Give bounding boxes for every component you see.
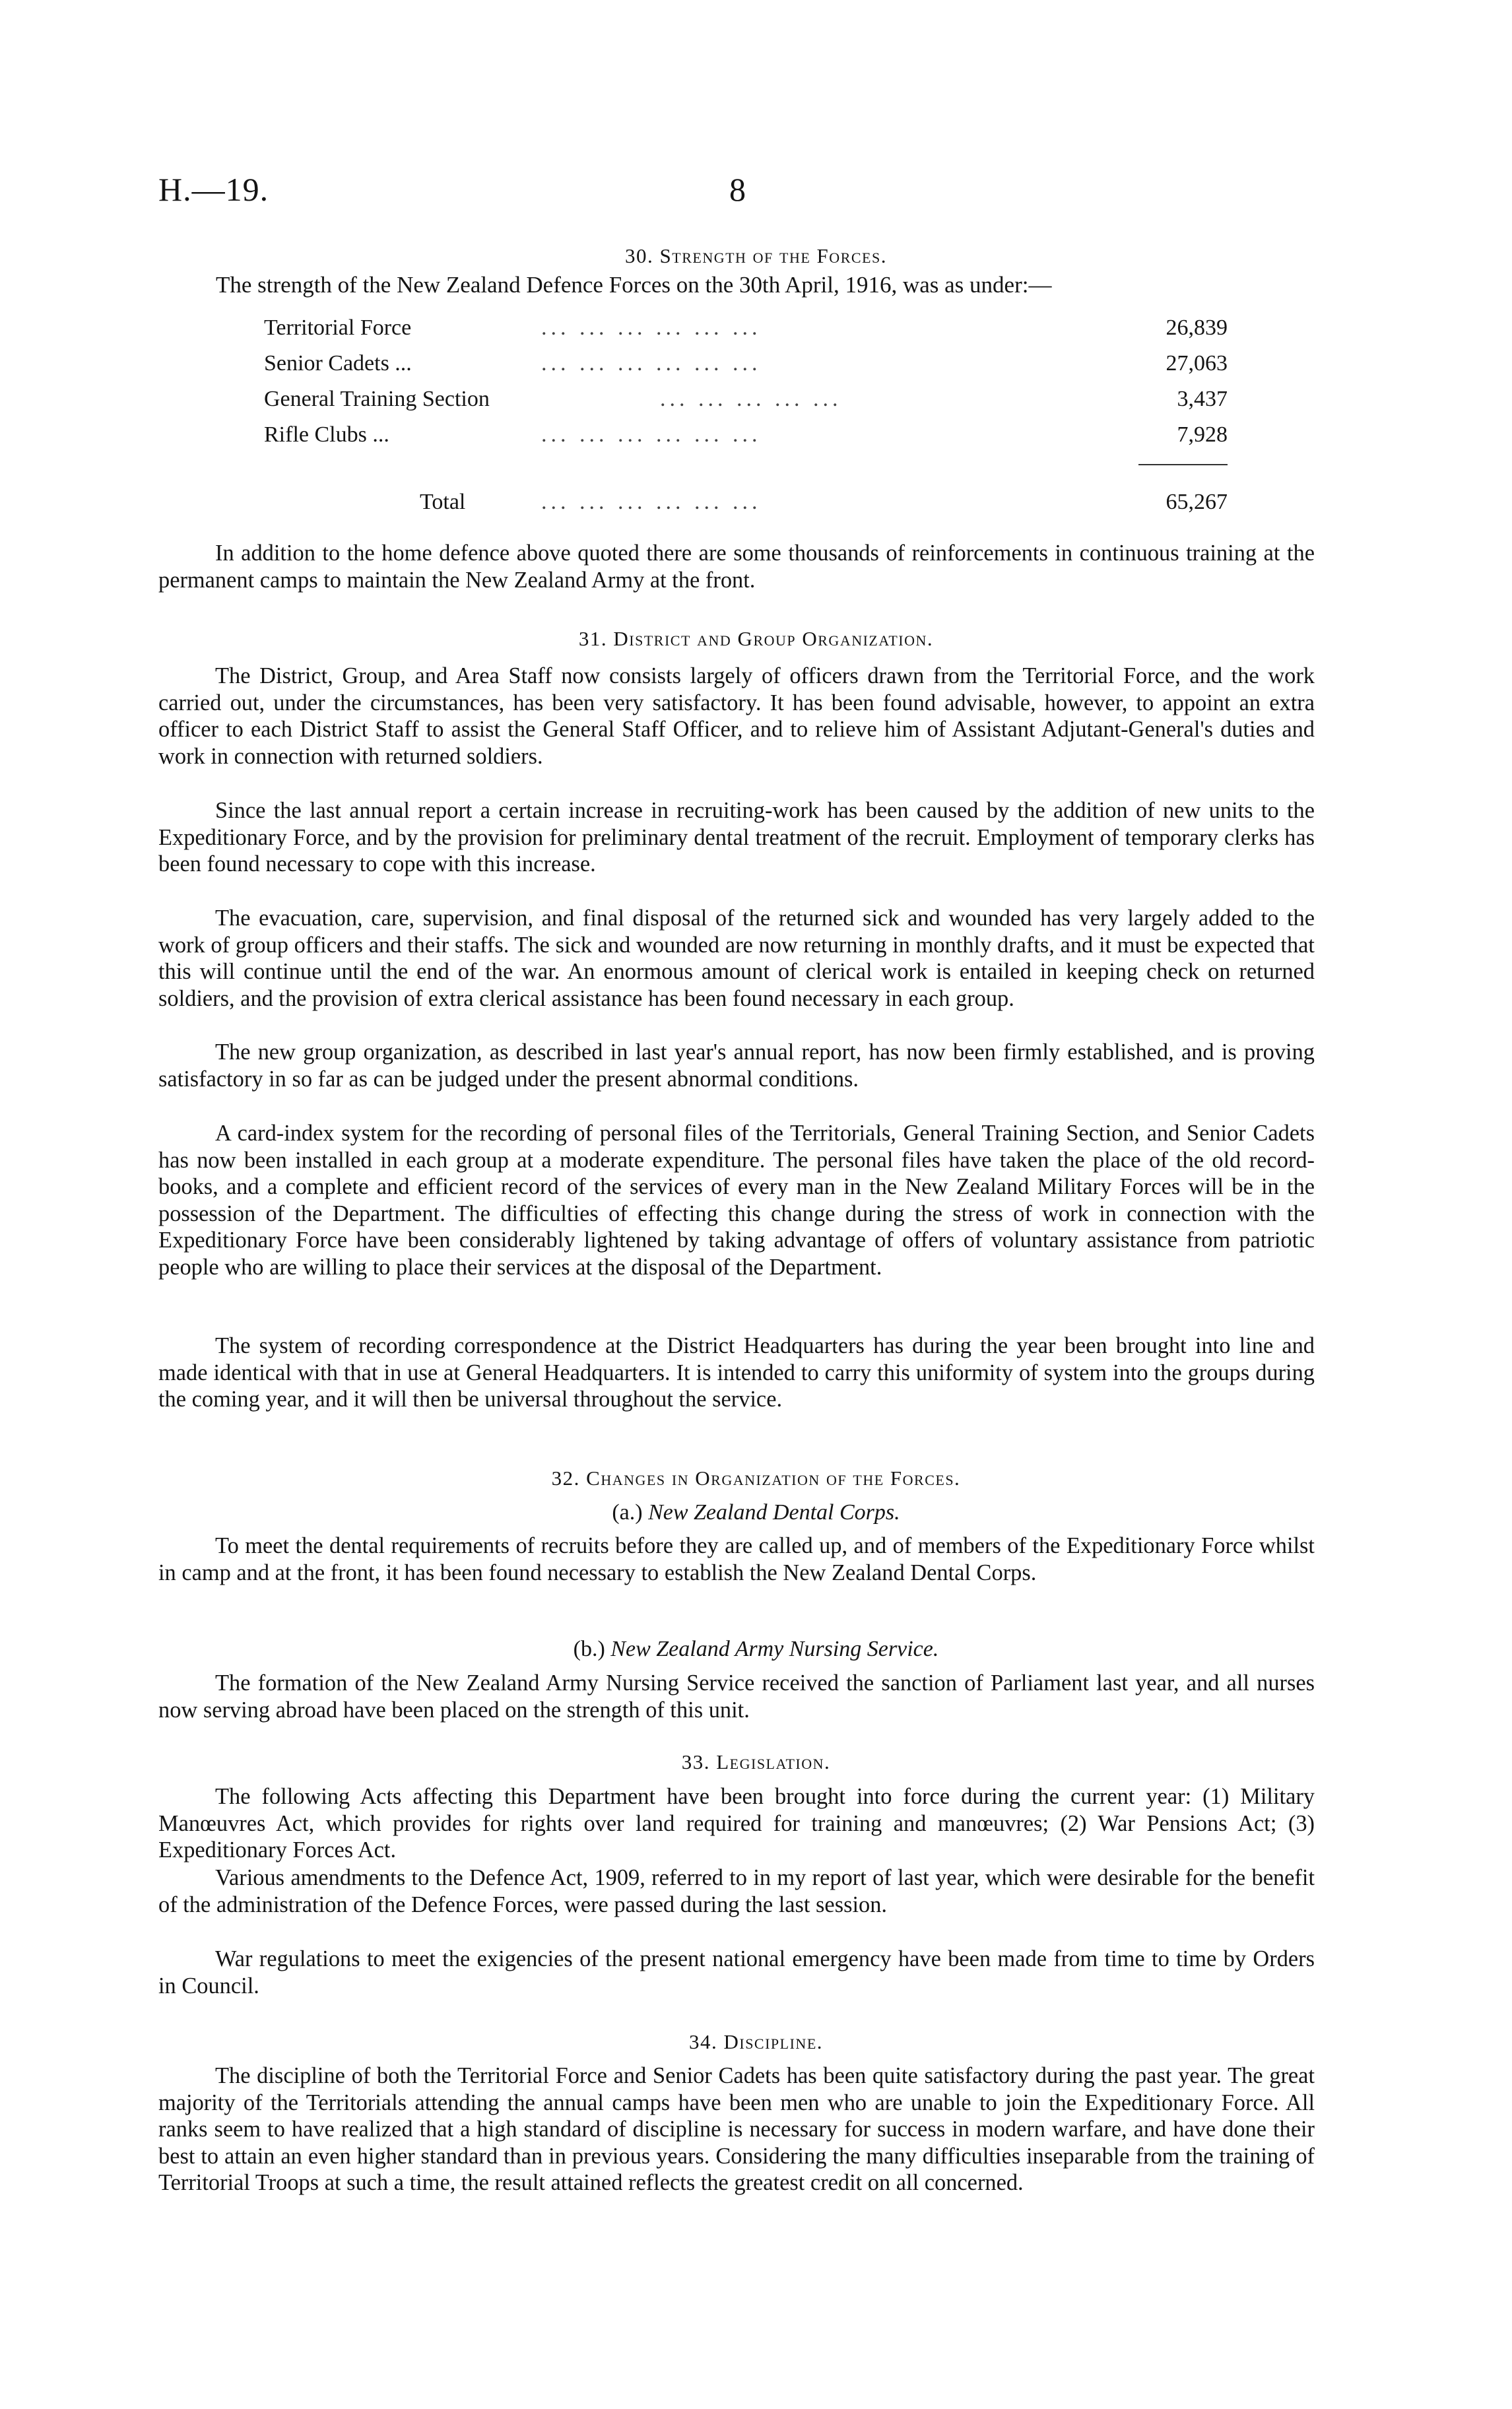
section-30-heading: 30. Strength of the Forces. <box>625 244 887 267</box>
row-label: General Training Section <box>264 387 490 411</box>
subsection-b-heading <box>0 1637 1512 1662</box>
paragraph: The formation of the New Zealand Army Nursing Service received the sanction of Parliament last year, and all nurses now serving abroad have been placed on the strength of this unit. <box>158 1670 1315 1723</box>
row-value: 7,928 <box>1177 422 1228 447</box>
paragraph: The new group organization, as described in last year's annual report, has now been firmly established, and is proving satisfactory in so far as can be judged under the present abnormal conditions. <box>158 1040 1315 1092</box>
section-32-heading: 32. Changes in Organization of the Forces. <box>551 1467 961 1490</box>
row-label: Rifle Clubs ... <box>264 422 389 447</box>
table-row <box>264 351 1228 384</box>
paragraph: The evacuation, care, supervision, and final disposal of the returned sick and wounded has very largely added to the work of group officers and their staffs. The sick and wounded are now returning in monthly drafts, and it must be expected that this will continue until the end of the war. An enormous amount of clerical work is entailed in keeping check on returned soldiers, and the provision of extra clerical assistance has been found necessary in each group. <box>158 906 1315 1011</box>
table-row <box>264 422 1228 455</box>
subsection-a-title: New Zealand Dental Corps. <box>648 1500 900 1525</box>
subsection-b-prefix: (b.) <box>573 1637 605 1661</box>
row-label: Territorial Force <box>264 315 412 340</box>
table-row <box>264 315 1228 348</box>
table-row <box>264 387 1228 420</box>
subsection-a-prefix: (a.) <box>612 1500 643 1525</box>
total-label: Total <box>420 490 466 514</box>
row-label: Senior Cadets ... <box>264 351 412 376</box>
paragraph: The system of recording correspondence at the District Headquarters has during the year been brought into line and made identical with that in use at General Headquarters. It is intended to carry this uniformity of system into the groups during the coming year, and it will then be universal throughout the service. <box>158 1333 1315 1412</box>
section-31-heading: 31. District and Group Organization. <box>578 627 934 650</box>
leader-dots: ... ... ... ... ... ... <box>541 351 762 376</box>
row-value: 27,063 <box>1166 351 1228 376</box>
leader-dots: ... ... ... ... ... ... <box>541 315 762 340</box>
leader-dots: ... ... ... ... ... <box>660 387 842 411</box>
subsection-a-heading <box>0 1500 1512 1525</box>
total-value: 65,267 <box>1166 490 1228 514</box>
paragraph: Various amendments to the Defence Act, 1909, referred to in my report of last year, which were desirable for the benefit of the administration of the Defence Forces, were passed during the last session. <box>158 1865 1315 1917</box>
document-reference: H.—19. <box>158 171 269 208</box>
row-value: 3,437 <box>1177 387 1228 411</box>
strength-intro: The strength of the New Zealand Defence Forces on the 30th April, 1916, was as under:— <box>216 272 1052 298</box>
row-value: 26,839 <box>1166 315 1228 340</box>
paragraph: To meet the dental requirements of recruits before they are called up, and of members of the Expeditionary Force whilst in camp and at the front, it has been found necessary to establish the New Zealand Dental Corps. <box>158 1533 1315 1585</box>
paragraph: A card-index system for the recording of personal files of the Territorials, General Training Section, and Senior Cadets has now been installed in each group at a moderate expenditure. The personal files have taken the place of the old record-books, and a complete and efficient record of the services of every man in the New Zealand Military Forces will be in the possession of the Department. The difficulties of effecting this change during the stress of work in connection with the Expeditionary Force have been considerably lightened by taking advantage of offers of voluntary assistance from patriotic people who are willing to place their services at the disposal of the Department. <box>158 1121 1315 1280</box>
paragraph: Since the last annual report a certain increase in recruiting-work has been caused by the addition of new units to the Expeditionary Force, and by the provision for preliminary dental treatment of the recruit. Employment of temporary clerks has been found necessary to cope with this increase. <box>158 798 1315 877</box>
paragraph: The District, Group, and Area Staff now consists largely of officers drawn from the Territorial Force, and the work carried out, under the circumstances, has been very satisfactory. It has been found advisable, however, to appoint an extra officer to each District Staff to assist the General Staff Officer, and to relieve him of Assistant Adjutant-General's duties and work in connection with returned soldiers. <box>158 663 1315 769</box>
paragraph: The discipline of both the Territorial Force and Senior Cadets has been quite satisfactory during the past year. The great majority of the Territorials attending the annual camps have been men who are unable to join the Expeditionary Force. All ranks seem to have realized that a high standard of discipline is necessary for success in modern warfare, and have done their best to attain an even higher standard than in previous years. Considering the many difficulties inseparable from the training of Territorial Troops at such a time, the result attained reflects the greatest credit on all concerned. <box>158 2063 1315 2196</box>
leader-dots: ... ... ... ... ... ... <box>541 422 762 447</box>
page-number: 8 <box>729 171 746 208</box>
table-total-row <box>264 490 1228 523</box>
paragraph: The following Acts affecting this Department have been brought into force during the current year: (1) Military Manœuvres Act, which provides for rights over land required for training and manœuvres; (2) War Pensions Act; (3) Expeditionary Forces Act. <box>158 1784 1315 1863</box>
section-33-heading: 33. Legislation. <box>681 1750 831 1773</box>
paragraph: In addition to the home defence above quoted there are some thousands of reinforcements in continuous training at the permanent camps to maintain the New Zealand Army at the front. <box>158 541 1315 593</box>
leader-dots: ... ... ... ... ... ... <box>541 490 762 514</box>
paragraph: War regulations to meet the exigencies of the present national emergency have been made from time to time by Orders in Council. <box>158 1946 1315 1998</box>
section-34-heading: 34. Discipline. <box>688 2030 824 2053</box>
subsection-b-title: New Zealand Army Nursing Service. <box>610 1637 939 1661</box>
total-rule <box>1138 464 1228 465</box>
